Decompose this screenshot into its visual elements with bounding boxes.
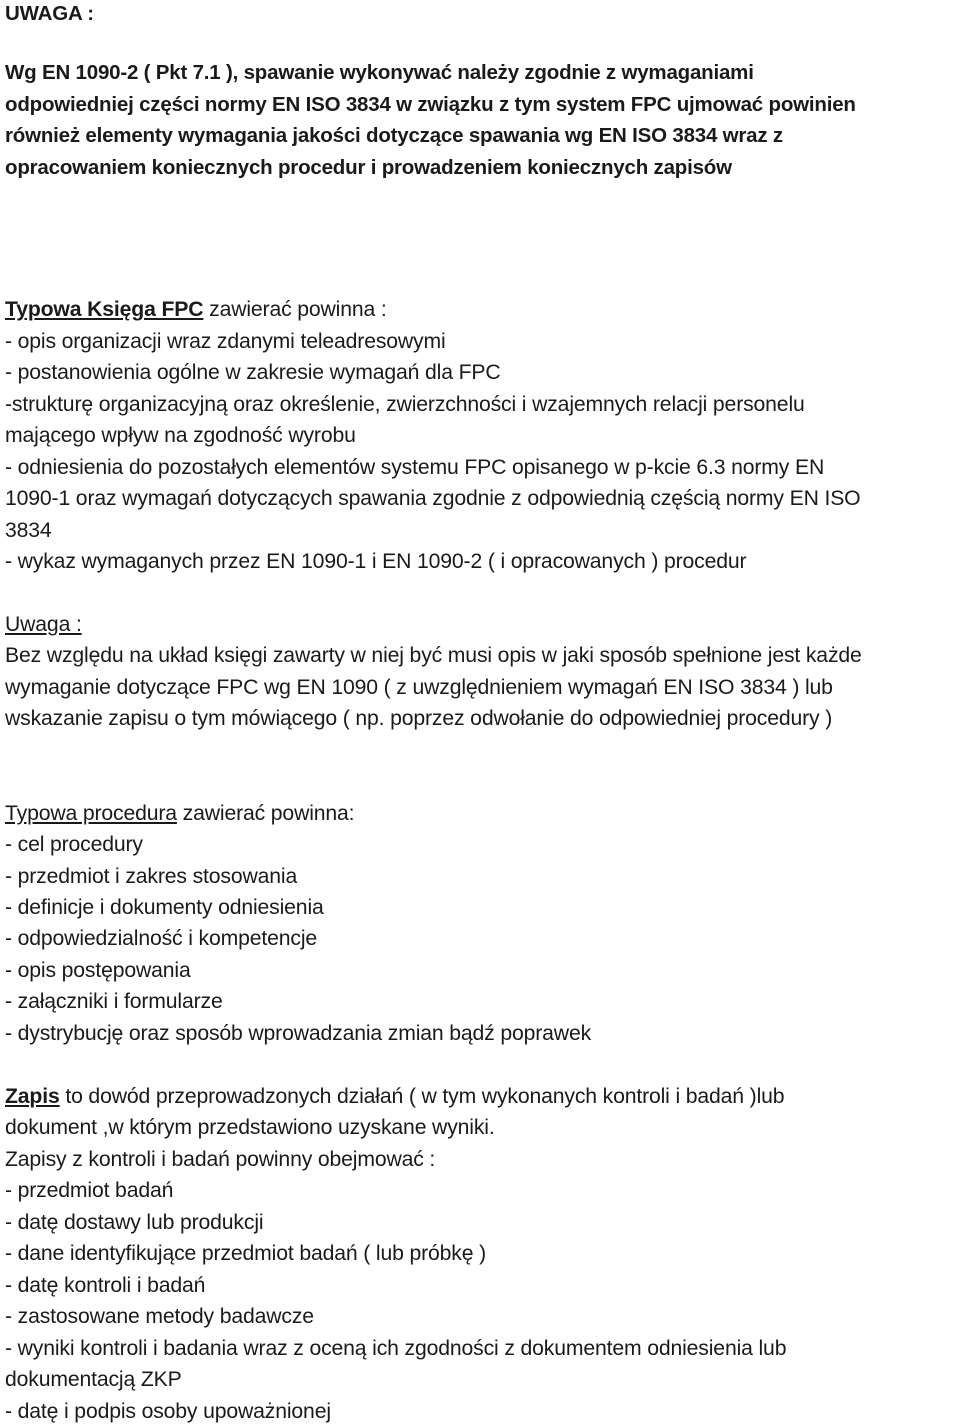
ksiega-heading-line <box>5 299 387 320</box>
intro-line-2: odpowiedniej części normy EN ISO 3834 w związku z tym system FPC ujmować powinien <box>5 93 856 116</box>
zapis-line-10: - datę i podpis osoby upoważnionej <box>5 1400 331 1423</box>
procedura-line-5: - opis postępowania <box>5 959 191 982</box>
ksiega-line-7: 3834 <box>5 519 52 542</box>
zapis-line-4: - datę dostawy lub produkcji <box>5 1211 264 1234</box>
ksiega-line-1: - opis organizacji wraz zdanymi teleadresowymi <box>5 330 446 353</box>
uwaga-header: UWAGA : <box>5 2 94 25</box>
ksiega-line-3: -strukturę organizacyjną oraz określenie, zwierzchności i wzajemnych relacji personelu <box>5 393 805 416</box>
intro-line-4: opracowaniem koniecznych procedur i prowadzeniem koniecznych zapisów <box>5 156 732 179</box>
procedura-heading: Typowa procedura <box>5 802 177 825</box>
uwaga2-line-2: wymaganie dotyczące FPC wg EN 1090 ( z uwzględnieniem wymagań EN ISO 3834 ) lub <box>5 676 833 699</box>
zapis-line-2: Zapisy z kontroli i badań powinny obejmować : <box>5 1148 436 1171</box>
ksiega-line-2: - postanowienia ogólne w zakresie wymagań dla FPC <box>5 361 501 384</box>
procedura-heading-rest: zawierać powinna: <box>176 802 355 825</box>
procedura-line-4: - odpowiedzialność i kompetencje <box>5 927 318 950</box>
uwaga2-heading: Uwaga : <box>5 613 82 636</box>
ksiega-heading: Typowa Księga FPC <box>5 298 204 321</box>
ksiega-heading-rest: zawierać powinna : <box>203 298 387 321</box>
procedura-line-6: - załączniki i formularze <box>5 990 223 1013</box>
zapis-heading: Zapis <box>5 1085 60 1108</box>
ksiega-line-4: mającego wpływ na zgodność wyrobu <box>5 424 356 447</box>
zapis-line-8: - wyniki kontroli i badania wraz z oceną ich zgodności z dokumentem odniesienia lub <box>5 1337 787 1360</box>
ksiega-line-8: - wykaz wymaganych przez EN 1090-1 i EN 1090-2 ( i opracowanych ) procedur <box>5 550 747 573</box>
ksiega-line-5: - odniesienia do pozostałych elementów systemu FPC opisanego w p-kcie 6.3 normy EN <box>5 456 825 479</box>
procedura-line-7: - dystrybucję oraz sposób wprowadzania zmian bądź poprawek <box>5 1022 592 1045</box>
procedura-line-3: - definicje i dokumenty odniesienia <box>5 896 324 919</box>
zapis-heading-line <box>5 1086 784 1107</box>
zapis-line-5: - dane identyfikujące przedmiot badań ( lub próbkę ) <box>5 1242 486 1265</box>
zapis-line-1: dokument ,w którym przedstawiono uzyskane wyniki. <box>5 1116 495 1139</box>
procedura-line-1: - cel procedury <box>5 833 143 856</box>
procedura-line-2: - przedmiot i zakres stosowania <box>5 865 298 888</box>
zapis-line-7: - zastosowane metody badawcze <box>5 1305 314 1328</box>
zapis-line-6: - datę kontroli i badań <box>5 1274 206 1297</box>
procedura-heading-line <box>5 803 354 824</box>
zapis-line-9: dokumentacją ZKP <box>5 1368 182 1391</box>
uwaga2-line-1: Bez względu na układ księgi zawarty w niej być musi opis w jaki sposób spełnione jest każde <box>5 644 862 667</box>
zapis-line-3: - przedmiot badań <box>5 1179 174 1202</box>
zapis-heading-rest: to dowód przeprowadzonych działań ( w tym wykonanych kontroli i badań )lub <box>59 1085 785 1108</box>
ksiega-line-6: 1090-1 oraz wymagań dotyczących spawania zgodnie z odpowiednią częścią normy EN ISO <box>5 487 861 510</box>
uwaga2-line-3: wskazanie zapisu o tym mówiącego ( np. poprzez odwołanie do odpowiedniej procedury ) <box>5 707 833 730</box>
intro-line-3: również elementy wymagania jakości dotyczące spawania wg EN ISO 3834 wraz z <box>5 124 783 147</box>
intro-line-1: Wg EN 1090-2 ( Pkt 7.1 ), spawanie wykonywać należy zgodnie z wymaganiami <box>5 61 754 84</box>
